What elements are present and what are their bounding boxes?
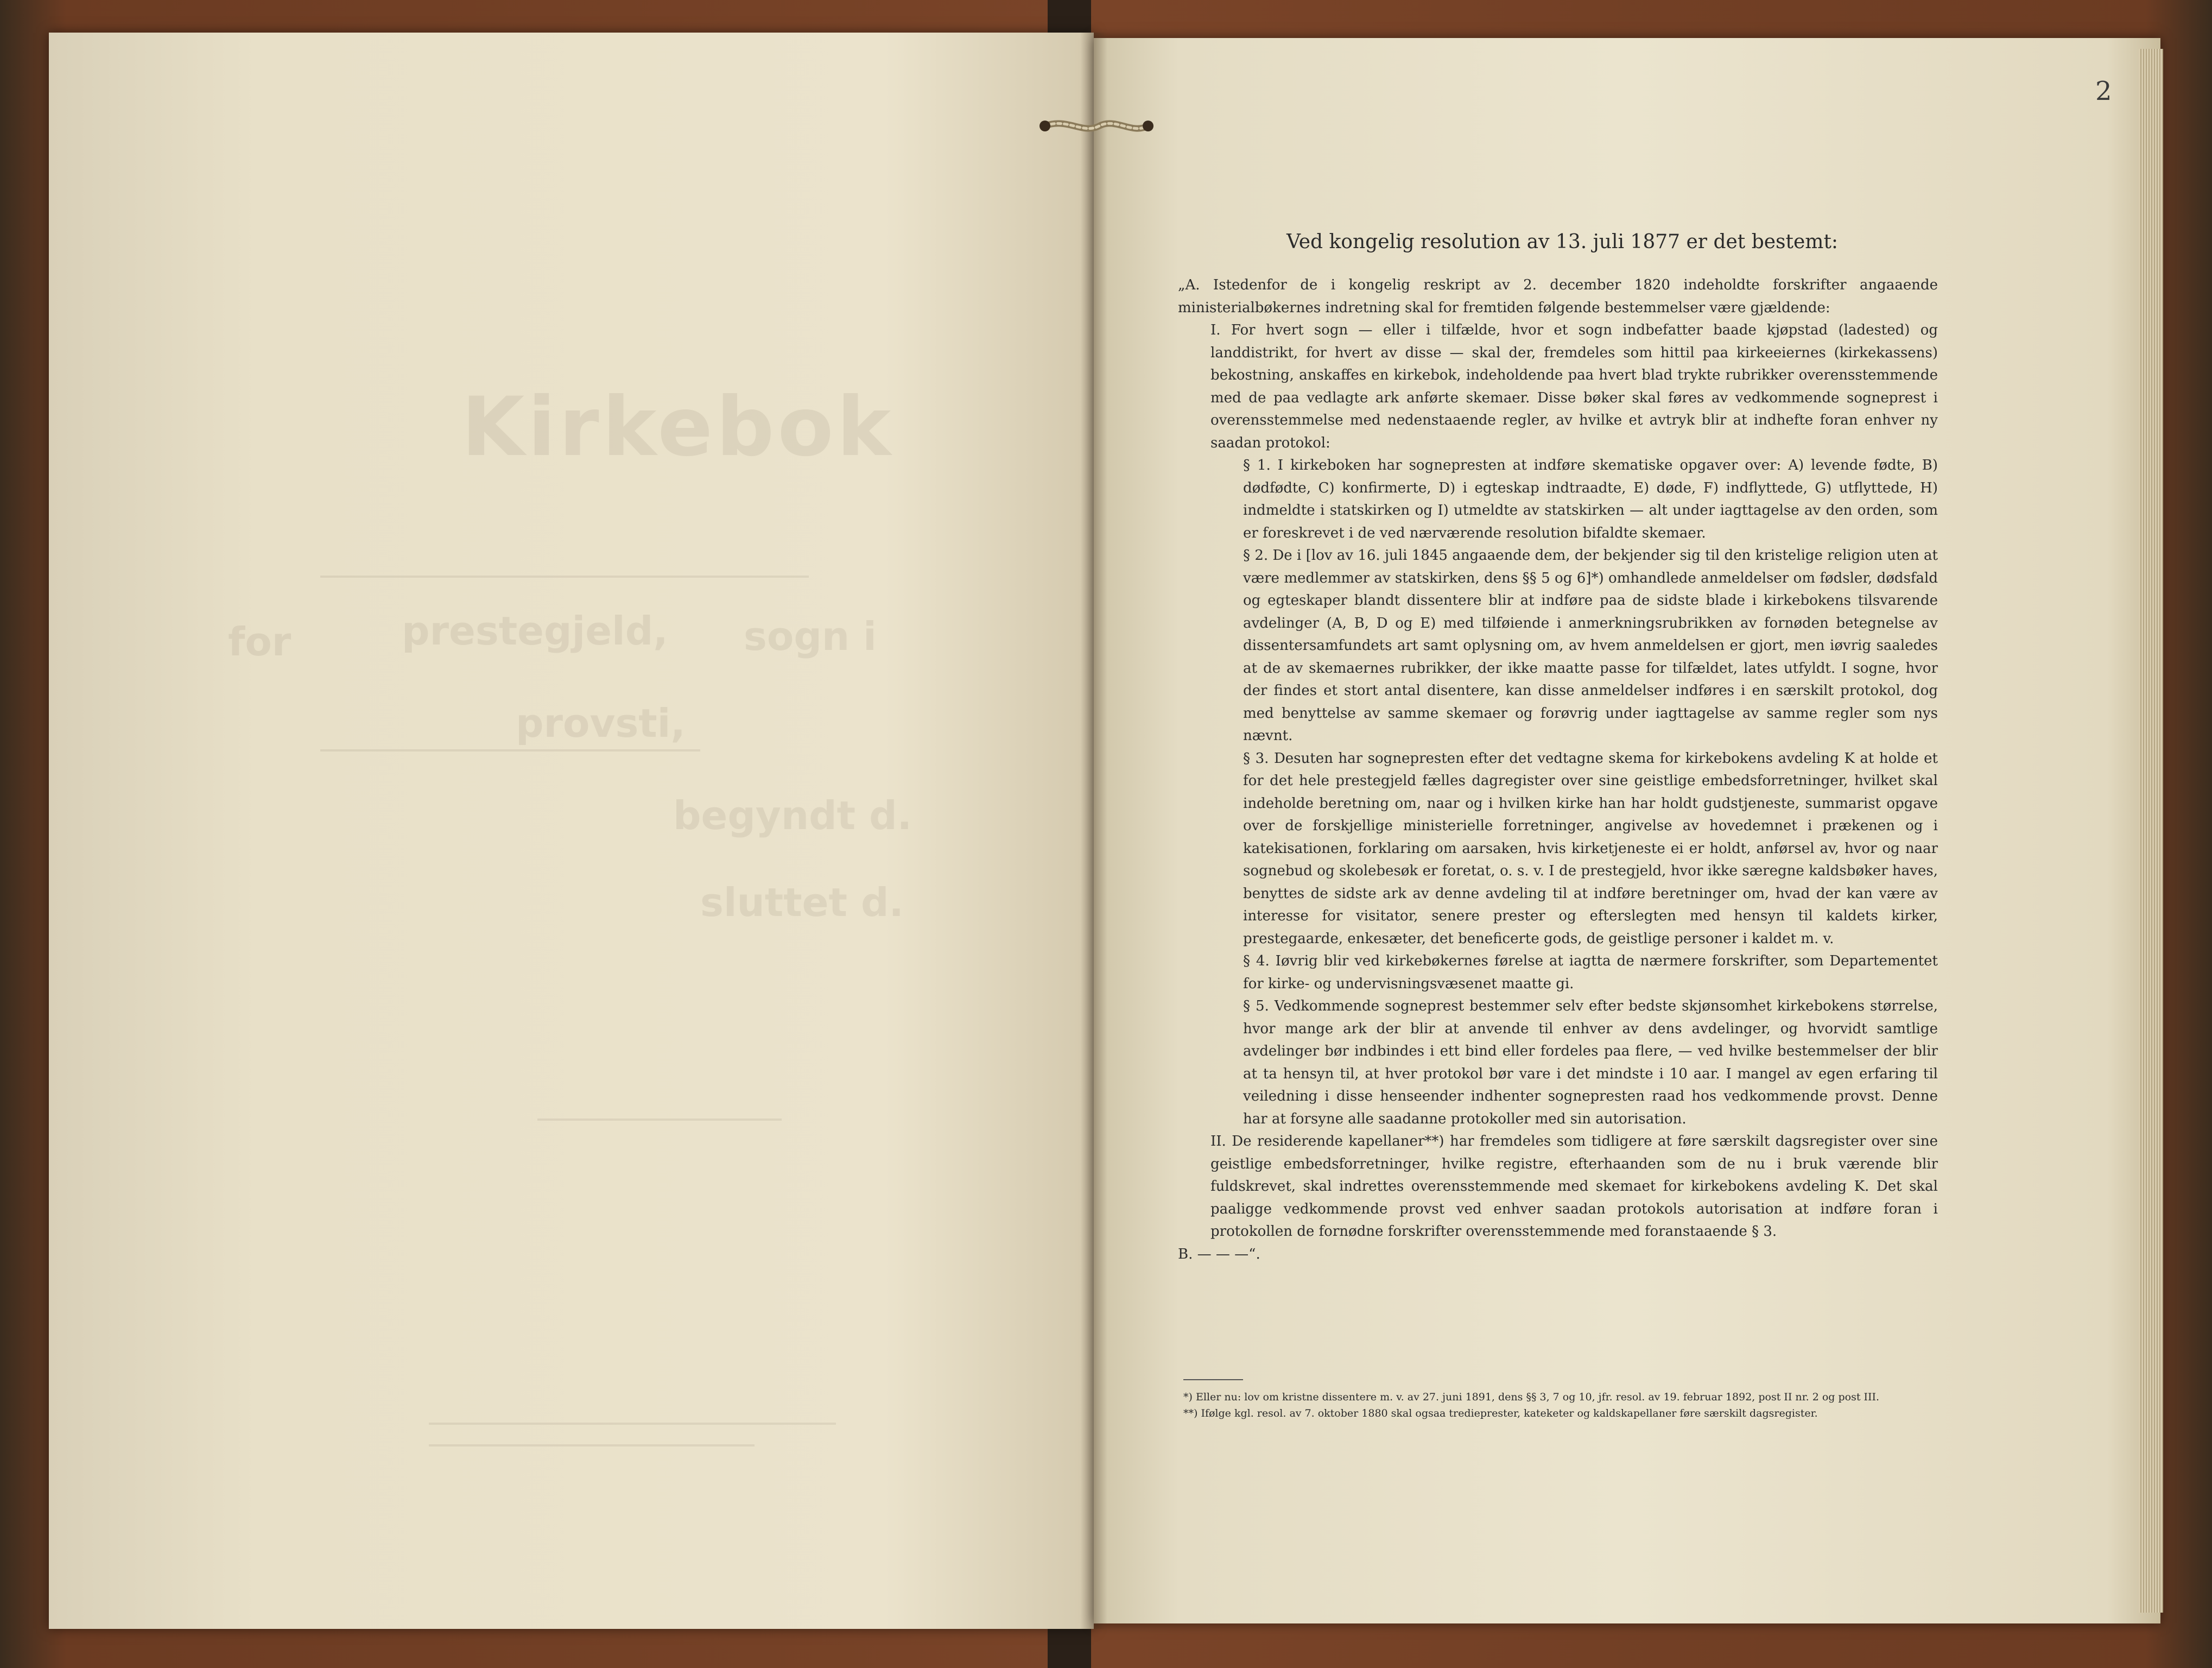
left-page-blank-line: [320, 576, 809, 578]
left-page-line2-provsti: provsti,: [516, 700, 686, 746]
paragraph-section-2: § 2. De i [lov av 16. juli 1845 angaaende dem, der bekjender sig til den kristelige religion uten at være medlemmer av statskirken, dens §§ 5 og 6]*) omhandlede anmeldelser om fødsler, dødsfald og egteskaper blandt dissentere blir at indføre paa de sidste blade i kirkebokens tilsvarende avdelinger (A, B, D og E) med tilføiende i anmerkningsrubrikken av fornøden betegnelse av dissentersamfundets art samt oplysning om, av hvem anmeldelsen er gjort, men iøvrig saaledes at de av skemaernes rubrikker, der ikke maatte passe for tilfældet, lates utfyldt. I sogne, hvor der findes et stort antal disentere, kan disse anmeldelser indføres i en særskilt protokol, dog med benyttelse av samme skemaer og forøvrig under iagttagelse av samme regler som nys nævnt.: [1243, 547, 1938, 744]
left-page: [49, 33, 1094, 1629]
left-page-blank-line: [429, 1444, 755, 1446]
left-page-title: Kirkebok: [461, 380, 895, 475]
binding-string-icon: [1034, 114, 1159, 138]
paragraph-i: I. For hvert sogn — eller i tilfælde, hvor et sogn indbefatter baade kjøpstad (ladested) og landdistrikt, for hvert av disse — skal der, fremdeles som hittil paa kirkeeiernes (kirkekassens) bekostning, anskaffes en kirkebok, indeholdende paa hvert blad trykte rubrikker overensstemmende med de paa vedlagte ark anførte skemaer. Disse bøker skal føres av vedkommende sogneprest i overensstemmelse med nedenstaaende regler, av hvilke et avtryk blir at indhefte foran enhver ny saadan protokol:: [1210, 322, 1938, 451]
left-page-blank-line: [537, 1119, 782, 1121]
paragraph-section-5: § 5. Vedkommende sogneprest bestemmer selv efter bedste skjønsomhet kirkebokens størrelse, hvor mange ark der blir at anvende til enhver av dens avdelinger, og hvorvidt samtlige avdelinger bør indbindes i ett bind eller fordeles paa flere, — ved hvilke bestemmelser der blir at ta hensyn til, at hver protokol bør vare i det mindste i 10 aar. I mangel av egen erfaring til veiledning i disse henseender indhenter sognepresten raad hos vedkommende provst. Denne har at forsyne alle saadanne protokoller med sin autorisation.: [1243, 998, 1938, 1127]
binding-top: [1048, 0, 1091, 33]
paragraph-ii: II. De residerende kapellaner**) har fremdeles som tidligere at føre særskilt dagsregister over sine geistlige embedsforretninger, hvilke registre, efterhaanden som de nu i bruk værende blir fuldskrevet, skal indrettes overensstemmende med skemaet for kirkebokens avdeling K. Det skal paaligge vedkommende provst ved enhver saadan protokols autorisation at indføre foran i protokollen de fornødne forskrifter overensstemmende med foranstaaende § 3.: [1210, 1133, 1938, 1240]
resolution-text: [1178, 274, 1938, 1266]
book-gutter: [1080, 33, 1107, 1629]
left-page-line3-begyndt: begyndt d.: [673, 793, 912, 838]
footnotes: [1183, 1389, 1916, 1421]
left-page-line1-for: for: [228, 619, 291, 665]
footnote-divider: [1183, 1379, 1243, 1380]
footnote-1: *) Eller nu: lov om kristne dissentere m. v. av 27. juni 1891, dens §§ 3, 7 og 10, jfr. resol. av 19. februar 1892, post II nr. 2 og post III.: [1183, 1391, 1880, 1403]
binding-bottom: [1048, 1629, 1091, 1668]
paragraph-a: „A. Istedenfor de i kongelig reskript av 2. december 1820 indeholdte forskrifter angaaende ministerialbøkernes indretning skal for fremtiden følgende bestemmelser være gjældende:: [1178, 277, 1938, 316]
left-page-blank-line: [429, 1423, 836, 1425]
page-heading: Ved kongelig resolution av 13. juli 1877 er det bestemt:: [1286, 231, 1839, 253]
left-page-line1-sogn: sogn i: [744, 614, 877, 659]
page-edges: [2139, 49, 2163, 1613]
paragraph-section-1: § 1. I kirkeboken har sognepresten at indføre skematiske opgaver over: A) levende fødte, B) dødfødte, C) konfirmerte, D) i egteskap indtraadte, E) døde, F) indflyttede, G) utflyttede, H) indmeldte i statskirken og I) utmeldte av statskirken — alt under iagttagelse av den orden, som er foreskrevet i de ved nærværende resolution bifaldte skemaer.: [1243, 457, 1938, 541]
left-page-blank-line: [320, 749, 700, 751]
paragraph-section-4: § 4. Iøvrig blir ved kirkebøkernes førelse at iagtta de nærmere forskrifter, som Departementet for kirke- og undervisningsvæsenet maatte gi.: [1243, 953, 1938, 992]
page-number: 2: [2095, 76, 2112, 106]
footnote-2: **) Ifølge kgl. resol. av 7. oktober 1880 skal ogsaa tredieprester, kateketer og kaldskapellaner føre særskilt dagsregister.: [1183, 1407, 1818, 1419]
left-page-line4-sluttet: sluttet d.: [700, 880, 904, 925]
paragraph-b: B. — — —“.: [1178, 1246, 1260, 1262]
left-page-line1-prestegjeld: prestegjeld,: [402, 608, 668, 654]
paragraph-section-3: § 3. Desuten har sognepresten efter det vedtagne skema for kirkebokens avdeling K at holde et for det hele prestegjeld fælles dagregister over sine geistlige embedsforretninger, hvilket skal indeholde beretning om, naar og i hvilken kirke han har holdt gudstjeneste, summarist opgave over de forskjellige ministerielle forretninger, angivelse av hovedemnet i prækenen og i katekisationen, forklaring om aarsaken, hvis kirketjeneste ei er holdt, anførsel av, hvor og naar sognebud og skolebesøk er foretat, o. s. v. I de prestegjeld, hvor ikke særegne kaldsbøker haves, benyttes de sidste ark av denne avdeling til at indføre beretninger om, hvad der kan være av interesse for visitator, senere prester og efterslegten med hensyn til kaldets kirker, prestegaarde, enkesæter, det beneficerte gods, de geistlige personer i kaldet m. v.: [1243, 750, 1938, 947]
